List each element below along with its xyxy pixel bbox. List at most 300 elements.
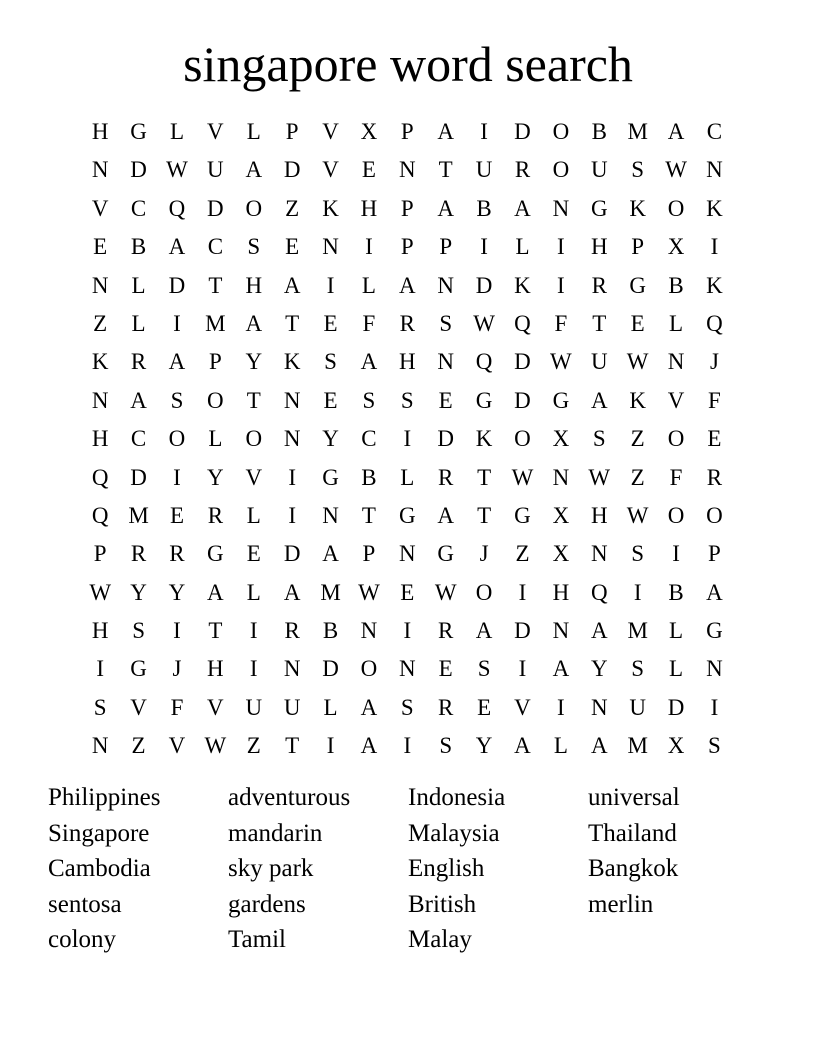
grid-letter: S xyxy=(631,656,645,682)
grid-row xyxy=(81,343,734,381)
grid-letter: F xyxy=(708,387,721,413)
grid-letter: L xyxy=(515,234,530,260)
grid-letter: O xyxy=(706,502,723,528)
grid-letter: N xyxy=(322,234,339,260)
grid-letter: F xyxy=(554,310,568,336)
grid-letter: Y xyxy=(322,426,339,452)
word-list xyxy=(48,780,768,958)
word-column xyxy=(228,780,408,958)
grid-letter: W xyxy=(166,157,188,183)
grid-letter: A xyxy=(706,579,723,605)
grid-letter: E xyxy=(323,310,338,336)
grid-letter: R xyxy=(514,157,531,183)
grid-row xyxy=(81,612,734,650)
grid-letter: Q xyxy=(91,502,109,528)
grid-row xyxy=(81,574,734,612)
grid-letter: A xyxy=(437,119,455,144)
grid-letter: R xyxy=(130,541,147,567)
grid-letter: N xyxy=(283,426,301,452)
word-column xyxy=(588,780,768,958)
grid-letter: O xyxy=(667,195,685,221)
grid-letter: E xyxy=(400,579,415,605)
grid-letter: T xyxy=(208,272,223,298)
grid-letter: A xyxy=(590,733,608,759)
grid-letter: Y xyxy=(130,579,147,605)
grid-letter: A xyxy=(437,502,455,528)
grid-letter: G xyxy=(475,387,493,413)
grid-letter: I xyxy=(518,579,527,605)
grid-letter: G xyxy=(130,656,147,682)
grid-letter: A xyxy=(283,272,301,298)
grid-letter: D xyxy=(514,119,531,144)
grid-letter: L xyxy=(246,119,261,144)
grid-letter: E xyxy=(93,234,108,260)
grid-letter: I xyxy=(96,656,105,682)
grid-letter: L xyxy=(323,694,338,720)
grid-row xyxy=(81,305,734,343)
grid-letter: P xyxy=(208,349,222,375)
grid-letter: V xyxy=(322,119,339,144)
grid-letter: Y xyxy=(475,733,493,759)
word-list-item: Bangkok xyxy=(588,855,679,882)
grid-letter: I xyxy=(365,234,373,260)
grid-letter: A xyxy=(514,733,531,759)
grid-letter: D xyxy=(322,656,339,682)
grid-letter: W xyxy=(434,579,457,605)
grid-letter: C xyxy=(130,195,147,221)
grid-letter: A xyxy=(245,157,263,183)
grid-letter: J xyxy=(479,541,489,567)
grid-letter: T xyxy=(361,502,376,528)
grid-letter: U xyxy=(590,157,608,183)
grid-letter: H xyxy=(399,349,416,375)
grid-letter: A xyxy=(590,387,608,413)
grid-letter: D xyxy=(514,349,531,375)
grid-letter: O xyxy=(360,656,378,682)
word-column xyxy=(48,780,228,958)
grid-letter: I xyxy=(557,234,565,260)
grid-letter: W xyxy=(511,464,534,490)
grid-letter: Z xyxy=(285,195,300,221)
grid-letter: S xyxy=(170,387,184,413)
grid-letter: U xyxy=(283,694,301,720)
grid-row xyxy=(81,535,734,573)
grid-letter: O xyxy=(514,426,531,452)
grid-letter: B xyxy=(476,195,492,221)
grid-letter: P xyxy=(439,234,453,260)
grid-letter: V xyxy=(245,464,263,490)
grid-letter: G xyxy=(437,541,455,567)
grid-row xyxy=(81,113,734,151)
grid-letter: L xyxy=(246,502,261,528)
grid-letter: X xyxy=(360,119,378,144)
grid-letter: Q xyxy=(590,579,608,605)
grid-letter: J xyxy=(709,349,719,375)
grid-letter: O xyxy=(552,157,570,183)
grid-letter: P xyxy=(400,195,414,221)
grid-letter: Q xyxy=(706,310,723,336)
grid-letter: L xyxy=(169,119,184,144)
grid-letter: N xyxy=(91,272,109,298)
grid-letter: N xyxy=(399,157,416,183)
grid-letter: X xyxy=(667,733,685,759)
grid-letter: Z xyxy=(93,310,108,336)
grid-letter: O xyxy=(245,426,263,452)
grid-letter: P xyxy=(631,234,645,260)
grid-letter: Z xyxy=(630,426,645,452)
grid-row xyxy=(81,190,734,228)
grid-letter: R xyxy=(399,310,415,336)
grid-letter: E xyxy=(477,694,492,720)
grid-letter: S xyxy=(400,694,414,720)
grid-letter: I xyxy=(249,618,258,644)
grid-letter: A xyxy=(475,618,493,644)
grid-letter: U xyxy=(245,694,263,720)
grid-letter: T xyxy=(438,157,453,183)
word-list-item: Tamil xyxy=(228,926,286,953)
grid-letter: D xyxy=(130,464,147,490)
grid-letter: T xyxy=(285,310,300,336)
grid-letter: G xyxy=(130,119,147,144)
grid-letter: L xyxy=(669,656,684,682)
grid-letter: X xyxy=(552,502,570,528)
grid-letter: G xyxy=(399,502,416,528)
grid-row xyxy=(81,267,734,305)
grid-letter: I xyxy=(480,234,488,260)
grid-letter: S xyxy=(324,349,337,375)
grid-letter: W xyxy=(550,349,572,375)
grid-letter: E xyxy=(630,310,645,336)
grid-letter: N xyxy=(91,387,109,413)
grid-letter: A xyxy=(667,119,685,144)
grid-letter: I xyxy=(633,579,642,605)
grid-letter: H xyxy=(245,272,263,298)
word-list-item: sentosa xyxy=(48,890,122,918)
grid-letter: L xyxy=(669,618,684,644)
grid-letter: R xyxy=(284,618,300,644)
grid-letter: R xyxy=(438,694,454,720)
grid-letter: B xyxy=(361,464,377,490)
grid-letter: Z xyxy=(131,733,146,759)
grid-letter: S xyxy=(708,733,721,759)
grid-letter: N xyxy=(283,656,301,682)
grid-letter: V xyxy=(207,694,224,720)
grid-letter: W xyxy=(473,310,495,336)
grid-letter: K xyxy=(706,272,723,298)
grid-letter: V xyxy=(667,387,685,413)
grid-letter: T xyxy=(208,618,223,644)
grid-letter: B xyxy=(130,234,147,260)
grid-letter: T xyxy=(477,464,492,490)
grid-letter: B xyxy=(591,119,607,144)
grid-letter: H xyxy=(91,618,109,644)
grid-letter: A xyxy=(399,272,416,298)
grid-letter: W xyxy=(204,733,227,759)
grid-letter: M xyxy=(627,119,648,144)
grid-letter: I xyxy=(173,464,181,490)
word-list-item: mandarin xyxy=(228,819,323,847)
grid-letter: C xyxy=(706,119,723,144)
grid-letter: N xyxy=(706,656,723,682)
grid-letter: S xyxy=(631,541,645,567)
grid-letter: A xyxy=(360,733,378,759)
grid-letter: O xyxy=(667,502,685,528)
grid-letter: Y xyxy=(207,464,224,490)
grid-letter: V xyxy=(168,733,186,759)
grid-letter: N xyxy=(590,694,608,720)
grid-letter: G xyxy=(629,272,646,298)
grid-letter: W xyxy=(665,157,687,183)
grid-letter: H xyxy=(91,119,109,144)
grid-letter: H xyxy=(360,195,378,221)
grid-letter: N xyxy=(322,502,339,528)
grid-letter: I xyxy=(403,426,412,452)
grid-letter: E xyxy=(707,426,722,452)
grid-letter: A xyxy=(514,195,531,221)
grid-letter: G xyxy=(552,387,570,413)
grid-letter: D xyxy=(437,426,455,452)
grid-letter: I xyxy=(403,618,412,644)
word-list-item: Indonesia xyxy=(408,784,506,811)
grid-letter: K xyxy=(475,426,493,452)
grid-letter: H xyxy=(91,426,109,452)
grid-letter: O xyxy=(667,426,685,452)
grid-letter: K xyxy=(322,195,339,221)
grid-letter: N xyxy=(360,618,378,644)
word-list-item: adventurous xyxy=(228,784,351,811)
grid-letter: W xyxy=(588,464,611,490)
grid-letter: E xyxy=(438,656,453,682)
letter-grid xyxy=(81,113,734,766)
grid-letter: D xyxy=(514,387,531,413)
grid-letter: U xyxy=(207,157,224,183)
grid-letter: E xyxy=(246,541,261,567)
grid-letter: D xyxy=(475,272,493,298)
grid-letter: F xyxy=(170,694,184,720)
grid-letter: A xyxy=(552,656,570,682)
grid-letter: D xyxy=(168,272,186,298)
grid-letter: S xyxy=(477,656,491,682)
grid-letter: L xyxy=(553,733,568,759)
grid-letter: C xyxy=(207,234,224,260)
grid-letter: P xyxy=(362,541,376,567)
grid-letter: G xyxy=(706,618,723,644)
word-list-item: sky park xyxy=(228,855,314,882)
grid-letter: F xyxy=(669,464,683,490)
grid-letter: L xyxy=(208,426,223,452)
grid-letter: R xyxy=(438,464,454,490)
word-list-item: merlin xyxy=(588,890,654,918)
grid-letter: A xyxy=(322,541,339,567)
grid-letter: K xyxy=(91,349,109,375)
grid-letter: A xyxy=(360,694,378,720)
grid-letter: Y xyxy=(245,349,263,375)
grid-letter: X xyxy=(552,541,570,567)
grid-letter: G xyxy=(207,541,224,567)
grid-letter: V xyxy=(322,157,339,183)
word-list-item: Singapore xyxy=(48,819,150,847)
grid-letter: G xyxy=(590,195,608,221)
grid-letter: K xyxy=(629,195,646,221)
grid-row xyxy=(81,382,734,420)
grid-row xyxy=(81,689,734,727)
grid-letter: S xyxy=(362,387,376,413)
grid-letter: E xyxy=(361,157,376,183)
grid-letter: I xyxy=(249,656,258,682)
word-list-item: British xyxy=(408,890,477,918)
grid-letter: D xyxy=(283,541,301,567)
grid-letter: P xyxy=(400,119,414,144)
grid-letter: J xyxy=(172,656,182,682)
grid-letter: I xyxy=(326,272,335,298)
grid-letter: A xyxy=(168,349,186,375)
grid-letter: A xyxy=(283,579,301,605)
word-list-item: Cambodia xyxy=(48,855,151,882)
grid-letter: V xyxy=(207,119,224,144)
grid-letter: C xyxy=(130,426,147,452)
grid-letter: I xyxy=(557,694,565,720)
grid-letter: S xyxy=(592,426,606,452)
grid-letter: D xyxy=(283,157,301,183)
grid-letter: B xyxy=(668,579,684,605)
grid-letter: A xyxy=(245,310,263,336)
grid-letter: N xyxy=(91,733,109,759)
grid-letter: G xyxy=(514,502,531,528)
grid-letter: T xyxy=(477,502,492,528)
grid-letter: B xyxy=(668,272,684,298)
grid-letter: A xyxy=(590,618,608,644)
grid-letter: P xyxy=(285,119,299,144)
grid-letter: P xyxy=(400,234,414,260)
grid-letter: H xyxy=(590,234,608,260)
grid-letter: H xyxy=(207,656,224,682)
grid-letter: L xyxy=(131,310,146,336)
grid-letter: W xyxy=(89,579,112,605)
grid-row xyxy=(81,650,734,688)
grid-letter: V xyxy=(514,694,531,720)
grid-letter: M xyxy=(627,733,648,759)
grid-letter: R xyxy=(438,618,454,644)
grid-row xyxy=(81,727,734,765)
grid-letter: N xyxy=(667,349,685,375)
grid-letter: Q xyxy=(514,310,531,336)
grid-letter: I xyxy=(672,541,680,567)
grid-letter: H xyxy=(590,502,608,528)
grid-row xyxy=(81,228,734,266)
word-list-item: universal xyxy=(588,784,680,811)
grid-letter: A xyxy=(168,234,186,260)
grid-letter: Z xyxy=(630,464,645,490)
grid-letter: W xyxy=(626,349,649,375)
grid-letter: S xyxy=(247,234,261,260)
word-list-item: colony xyxy=(48,926,117,953)
grid-letter: D xyxy=(667,694,685,720)
grid-letter: Q xyxy=(475,349,493,375)
grid-letter: E xyxy=(323,387,338,413)
grid-letter: P xyxy=(708,541,721,567)
grid-letter: L xyxy=(400,464,415,490)
grid-letter: M xyxy=(128,502,149,528)
grid-letter: H xyxy=(552,579,570,605)
grid-letter: N xyxy=(552,618,570,644)
grid-letter: I xyxy=(326,733,335,759)
grid-letter: R xyxy=(706,464,723,490)
grid-letter: I xyxy=(480,119,488,144)
grid-letter: D xyxy=(514,618,531,644)
grid-letter: S xyxy=(132,618,145,644)
grid-letter: T xyxy=(592,310,607,336)
grid-letter: S xyxy=(439,733,453,759)
grid-letter: K xyxy=(283,349,301,375)
grid-row xyxy=(81,497,734,535)
word-list-item: English xyxy=(408,855,485,882)
grid-letter: L xyxy=(246,579,261,605)
grid-letter: S xyxy=(93,694,107,720)
grid-letter: O xyxy=(168,426,186,452)
grid-letter: A xyxy=(360,349,378,375)
grid-letter: I xyxy=(518,656,527,682)
grid-letter: L xyxy=(669,310,684,336)
grid-letter: Y xyxy=(168,579,186,605)
grid-letter: I xyxy=(710,694,719,720)
word-list-item: Malay xyxy=(408,926,472,953)
grid-letter: O xyxy=(475,579,493,605)
grid-letter: V xyxy=(91,195,109,221)
grid-letter: F xyxy=(362,310,376,336)
grid-letter: N xyxy=(706,157,723,183)
grid-letter: I xyxy=(710,234,719,260)
grid-letter: V xyxy=(130,694,147,720)
grid-letter: B xyxy=(322,618,339,644)
grid-letter: T xyxy=(246,387,261,413)
grid-letter: U xyxy=(629,694,646,720)
grid-letter: N xyxy=(552,195,570,221)
grid-letter: N xyxy=(590,541,608,567)
grid-row xyxy=(81,420,734,458)
grid-letter: R xyxy=(169,541,185,567)
grid-letter: A xyxy=(207,579,224,605)
grid-letter: P xyxy=(93,541,107,567)
grid-letter: L xyxy=(361,272,376,298)
grid-letter: D xyxy=(207,195,224,221)
grid-letter: T xyxy=(285,733,300,759)
grid-letter: N xyxy=(91,157,109,183)
word-column xyxy=(408,780,588,958)
page-title: singapore word search xyxy=(183,36,633,92)
grid-letter: O xyxy=(207,387,224,413)
grid-letter: E xyxy=(285,234,300,260)
grid-letter: R xyxy=(591,272,607,298)
grid-letter: U xyxy=(475,157,493,183)
grid-letter: R xyxy=(130,349,147,375)
grid-letter: I xyxy=(288,464,296,490)
grid-letter: S xyxy=(400,387,414,413)
grid-letter: S xyxy=(631,157,645,183)
grid-letter: K xyxy=(514,272,531,298)
word-list-item: Philippines xyxy=(48,784,161,811)
grid-letter: G xyxy=(322,464,339,490)
grid-letter: K xyxy=(629,387,646,413)
grid-letter: W xyxy=(358,579,380,605)
grid-letter: Z xyxy=(246,733,261,759)
grid-letter: I xyxy=(173,618,181,644)
grid-letter: M xyxy=(205,310,226,336)
grid-letter: X xyxy=(552,426,570,452)
grid-letter: N xyxy=(437,272,455,298)
grid-letter: E xyxy=(169,502,184,528)
grid-letter: N xyxy=(552,464,570,490)
grid-letter: I xyxy=(173,310,181,336)
